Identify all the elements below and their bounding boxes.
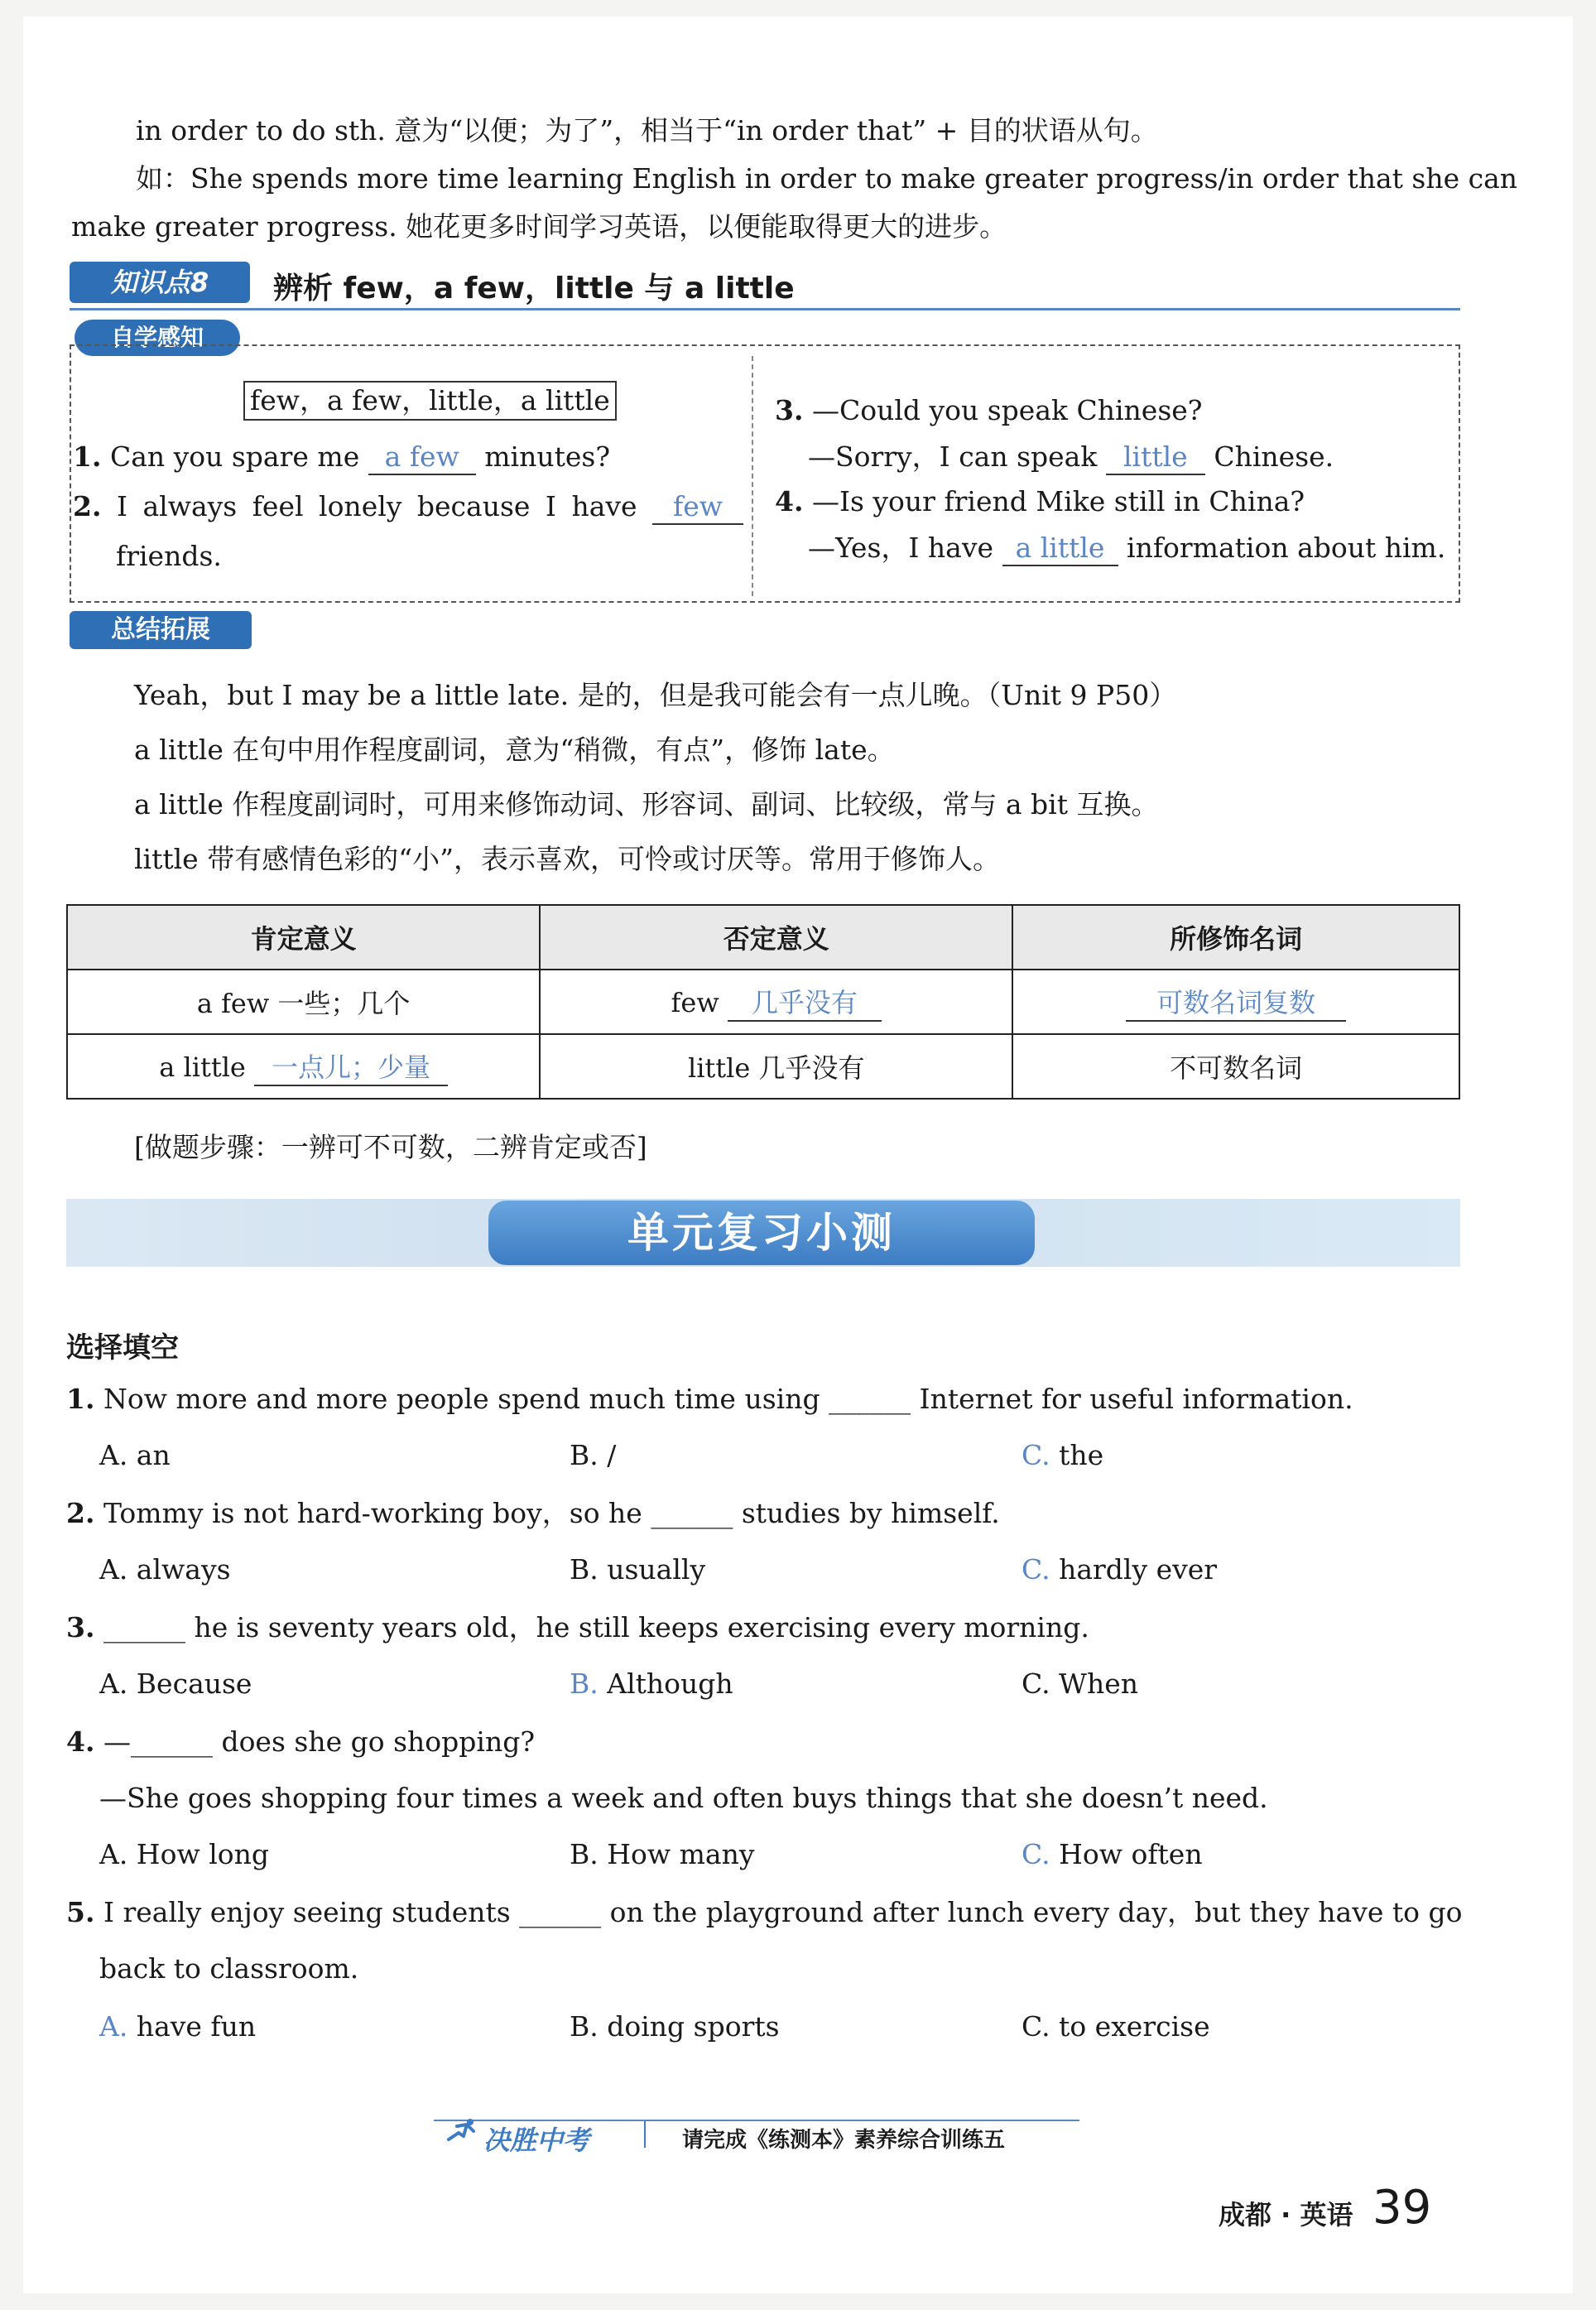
footer-separator — [644, 2121, 646, 2148]
ks-question-3-line2 — [808, 440, 1334, 475]
ks-q4-num: 4. — [775, 485, 804, 517]
table-cell-answer: 一点儿；少量 — [254, 1047, 448, 1086]
word-box: few，a few，little，a little — [243, 381, 617, 421]
rq2-option-b: B. usually — [570, 1553, 706, 1586]
table-cell-prefix: few — [671, 987, 719, 1018]
summary-line-2: a little 在句中用作程度副词，意为“稍微，有点”，修饰 late。 — [134, 734, 895, 766]
table-header-cell: 肯定意义 — [67, 905, 540, 970]
rq3-option-b-letter: B. — [570, 1668, 598, 1700]
summary-line-1: Yeah，but I may be a little late. 是的，但是我可能会有一点儿晚。（Unit 9 P50） — [134, 679, 1177, 711]
rq4-option-b: B. How many — [570, 1838, 755, 1870]
rq5-option-c: C. to exercise — [1022, 2010, 1210, 2043]
ks-q2-num: 2. — [73, 490, 102, 522]
table-cell: 不可数名词 — [1012, 1034, 1459, 1099]
rq5-text: I really enjoy seeing students ______ on the playground after lunch every day，but they have to go — [103, 1896, 1463, 1928]
table-cell-answer: 可数名词复数 — [1126, 982, 1346, 1022]
ks-q3-after: Chinese. — [1214, 440, 1334, 473]
review-section-label: 选择填空 — [66, 1331, 179, 1364]
ks-q4-answer: a little — [1002, 532, 1118, 566]
table-cell: a few 一些；几个 — [67, 970, 540, 1034]
comparison-table — [66, 904, 1460, 1100]
review-question-4 — [66, 1725, 535, 1759]
footer-region: 成都 · 英语 — [1219, 2199, 1353, 2231]
ks-q4-after: information about him. — [1127, 532, 1446, 564]
rq1-option-b: B. / — [570, 1439, 617, 1471]
rq4-option-c-letter: C. — [1022, 1838, 1050, 1870]
summary-line-3: a little 作程度副词时，可用来修饰动词、形容词、副词、比较级，常与 a bit 互换。 — [134, 788, 1159, 821]
page-number: 39 — [1372, 2181, 1432, 2235]
box-divider — [752, 356, 753, 596]
runner-icon — [445, 2118, 478, 2143]
table-cell-prefix: a little — [159, 1052, 246, 1083]
rq4-option-c-text: How often — [1059, 1838, 1203, 1870]
rq3-num: 3. — [66, 1611, 95, 1643]
rq3-option-a: A. Because — [99, 1668, 252, 1700]
rq5-num: 5. — [66, 1896, 95, 1928]
knowledge-badge: 知识点8 — [70, 262, 250, 303]
rq4-text: —______ does she go shopping? — [103, 1725, 536, 1758]
table-header-cell: 否定意义 — [540, 905, 1012, 970]
ks-q4-line1: —Is your friend Mike still in China? — [811, 485, 1305, 517]
rq2-option-a: A. always — [99, 1553, 231, 1586]
heading-underline — [70, 308, 1460, 310]
rq4-num: 4. — [66, 1725, 95, 1758]
table-cell: little 几乎没有 — [540, 1034, 1012, 1099]
ks-q3-answer: little — [1106, 440, 1205, 475]
rq1-num: 1. — [66, 1383, 95, 1415]
rq1-option-c-letter: C. — [1022, 1439, 1050, 1471]
rq3-text: ______ he is seventy years old，he still keeps exercising every morning. — [103, 1611, 1089, 1643]
rq1-option-a: A. an — [99, 1439, 171, 1471]
ks-q4-before: —Yes，I have — [808, 532, 994, 564]
page — [23, 17, 1573, 2293]
table-header-cell: 所修饰名词 — [1012, 905, 1459, 970]
rq2-option-c-text: hardly ever — [1059, 1553, 1218, 1586]
rq2-option-c-letter: C. — [1022, 1553, 1050, 1586]
ks-q3-before: —Sorry，I can speak — [808, 440, 1098, 473]
ks-question-4-line2 — [808, 532, 1445, 566]
rq2-option-c — [1022, 1553, 1217, 1586]
ks-q3-num: 3. — [775, 394, 804, 426]
table-cell — [540, 970, 1012, 1034]
review-question-3 — [66, 1611, 1089, 1644]
table-cell-answer: 几乎没有 — [728, 982, 882, 1022]
rq5-text-2: back to classroom. — [99, 1952, 359, 1985]
intro-line-3: make greater progress. 她花更多时间学习英语，以便能取得更大的进步。 — [71, 210, 1007, 243]
summary-line-4: little 带有感情色彩的“小”，表示喜欢，可怜或讨厌等。常用于修饰人。 — [134, 843, 1000, 875]
selfstudy-label: 自学感知 — [75, 320, 240, 356]
summary-label: 总结拓展 — [70, 611, 252, 649]
footer-note: 请完成《练测本》素养综合训练五 — [682, 2128, 1006, 2153]
intro-line-1: in order to do sth. 意为“以便；为了”，相当于“in order that” + 目的状语从句。 — [136, 114, 1158, 147]
review-question-1 — [66, 1383, 1353, 1416]
ks-q3-line1: —Could you speak Chinese? — [811, 394, 1203, 426]
review-question-5 — [66, 1896, 1462, 1929]
rq4-text-2: —She goes shopping four times a week and often buys things that she doesn’t need. — [99, 1782, 1268, 1814]
review-question-2 — [66, 1497, 1000, 1530]
rq2-num: 2. — [66, 1497, 95, 1529]
rq2-text: Tommy is not hard-working boy，so he ______ studies by himself. — [103, 1497, 1000, 1529]
ks-q1-after: minutes? — [484, 440, 611, 473]
ks-q1-num: 1. — [73, 440, 102, 473]
ks-question-1 — [73, 440, 610, 475]
ks-q2-before: I always feel lonely because I have — [116, 490, 637, 522]
ks-q2-after: friends. — [116, 540, 222, 572]
rq5-option-a-letter: A. — [99, 2010, 128, 2043]
ks-question-3-line1 — [775, 394, 1203, 427]
rq1-option-c-text: the — [1059, 1439, 1104, 1471]
table-cell — [67, 1034, 540, 1099]
rq3-option-b-text: Although — [607, 1668, 733, 1700]
ks-question-4-line1 — [775, 485, 1305, 518]
ks-q2-answer: few — [652, 490, 743, 525]
review-title: 单元复习小测 — [488, 1201, 1035, 1265]
rq1-option-c — [1022, 1439, 1103, 1472]
table-row — [67, 1034, 1459, 1099]
table-header-row — [67, 905, 1459, 970]
rq3-option-b — [570, 1668, 733, 1701]
summary-tip: [做题步骤：一辨可不可数，二辨肯定或否] — [134, 1131, 647, 1163]
intro-line-2: 如：She spends more time learning English in order to make greater progress/in order that she can — [136, 162, 1518, 195]
ks-question-2 — [73, 490, 743, 525]
rq5-option-b: B. doing sports — [570, 2010, 780, 2043]
table-cell — [1012, 970, 1459, 1034]
rq4-option-a: A. How long — [99, 1838, 269, 1870]
table-row — [67, 970, 1459, 1034]
rq3-option-c: C. When — [1022, 1668, 1139, 1700]
knowledge-title: 辨析 few，a few，little 与 a little — [273, 272, 795, 306]
rq4-option-c — [1022, 1838, 1203, 1871]
ks-q1-before: Can you spare me — [109, 440, 360, 473]
footer-brand: 决胜中考 — [483, 2125, 590, 2156]
rq5-option-a-text: have fun — [136, 2010, 257, 2043]
rq5-option-a — [99, 2010, 256, 2043]
rq1-text: Now more and more people spend much time using ______ Internet for useful information. — [103, 1383, 1353, 1415]
ks-q1-answer: a few — [368, 440, 476, 475]
